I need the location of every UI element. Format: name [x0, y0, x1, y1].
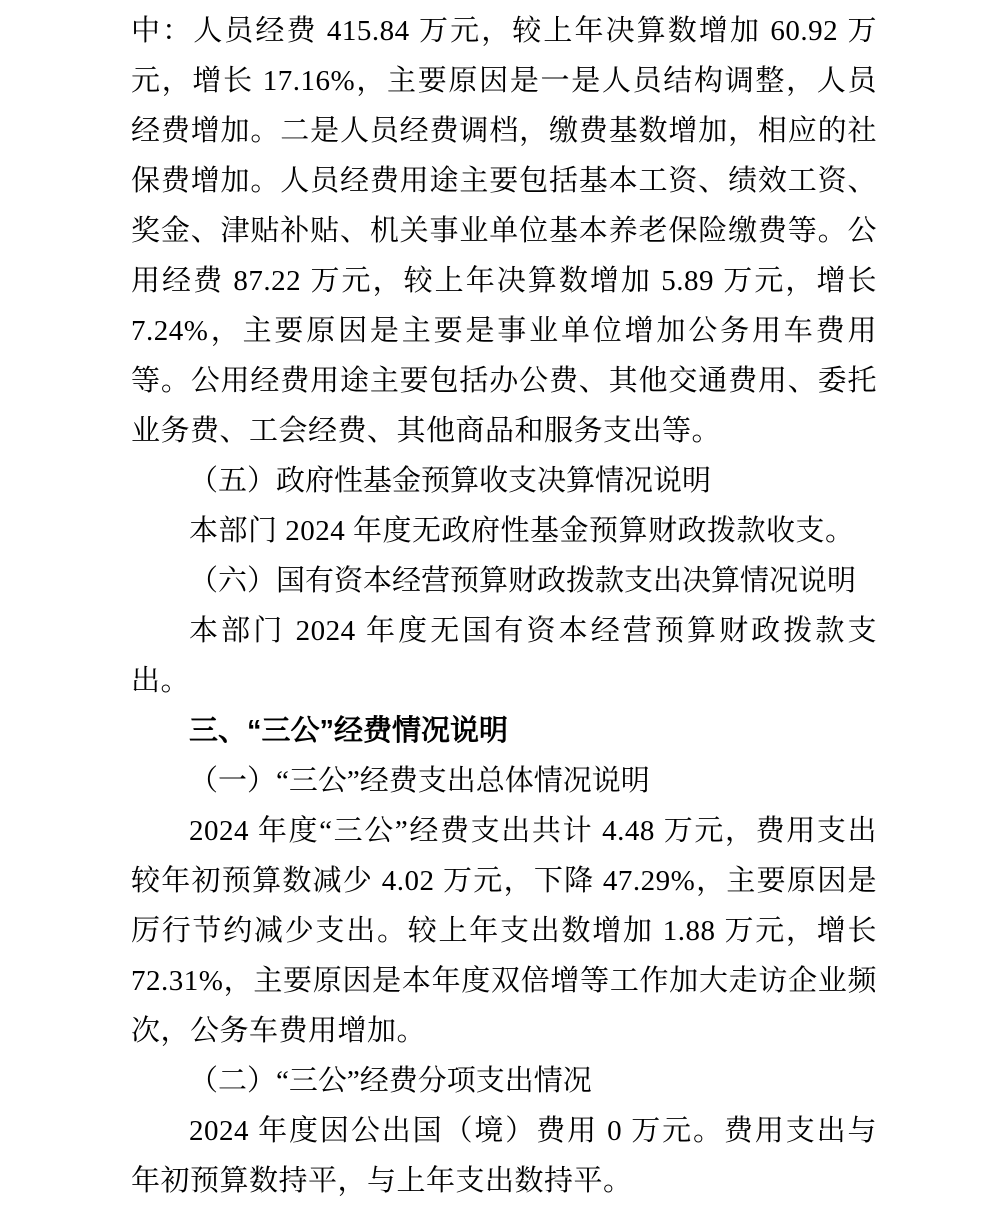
subsection-heading: （二）“三公”经费分项支出情况: [189, 1065, 592, 1097]
subsection-heading: （五）政府性基金预算收支决算情况说明: [189, 465, 712, 497]
body-paragraph: 2024 年度“三公”经费支出共计 4.48 万元，费用支出较年初预算数减少 4.02 万元，下降 47.29%，主要原因是厉行节约减少支出。较上年支出数增加 1.88 万元，增长 72.31%，主要原因是本年度双倍增等工作加大走访企业频次，公务车费用增加。: [131, 815, 877, 1047]
body-paragraph: 中：人员经费 415.84 万元，较上年决算数增加 60.92 万元，增长 17.16%，主要原因是一是人员结构调整，人员经费增加。二是人员经费调档，缴费基数增加，相应的社保费增加。人员经费用途主要包括基本工资、绩效工资、奖金、津贴补贴、机关事业单位基本养老保险缴费等。公用经费 87.22 万元，较上年决算数增加 5.89 万元，增长 7.24%，主要原因是主要是事业单位增加公务用车费用等。公用经费用途主要包括办公费、其他交通费用、委托业务费、工会经费、其他商品和服务支出等。: [131, 15, 877, 447]
subsection-heading: （一）“三公”经费支出总体情况说明: [189, 765, 650, 797]
body-paragraph: 本部门 2024 年度无国有资本经营预算财政拨款支出。: [131, 615, 877, 697]
section-heading: 三、“三公”经费情况说明: [189, 715, 509, 747]
body-paragraph: 本部门 2024 年度无政府性基金预算财政拨款收支。: [189, 515, 855, 547]
body-paragraph: 2024 年度因公出国（境）费用 0 万元。费用支出与年初预算数持平，与上年支出数持平。: [131, 1115, 877, 1197]
document-body: [131, 6, 877, 1206]
subsection-heading: （六）国有资本经营预算财政拨款支出决算情况说明: [189, 565, 857, 597]
